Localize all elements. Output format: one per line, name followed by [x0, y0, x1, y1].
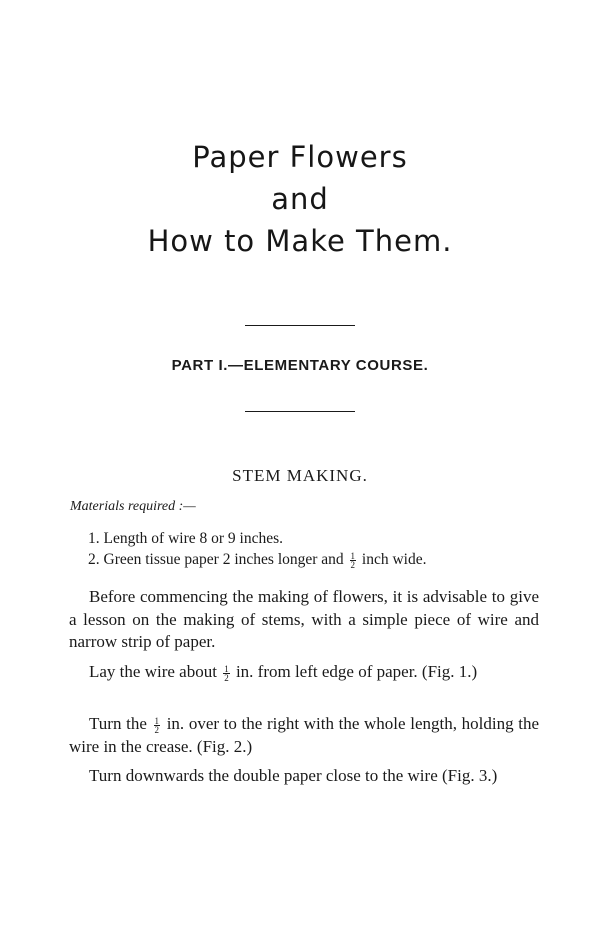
materials-item-2-after: inch wide. [361, 551, 427, 568]
paragraph-2-before: Lay the wire about [89, 662, 217, 681]
title-line-2: and [271, 182, 329, 216]
fraction-half: $\frac{1}{2}$ [350, 550, 356, 570]
paragraph-1: Before commencing the making of flowers, it is advisable to give a lesson on the making of stems, with a simple piece of wire and narrow strip of paper. [69, 587, 539, 651]
paragraph-3-after: in. over to the right with the whole length, holding the wire in the crease. (Fig. 2.) [69, 714, 539, 756]
paragraph-2-after: in. from left edge of paper. (Fig. 1.) [235, 662, 478, 681]
section-heading: STEM MAKING. [232, 466, 368, 485]
part-heading: PART I.—ELEMENTARY COURSE. [171, 357, 429, 374]
materials-item-2 [88, 549, 427, 570]
materials-list [88, 528, 427, 570]
materials-item-1: 1. Length of wire 8 or 9 inches. [88, 530, 283, 547]
paragraph-4: Turn downwards the double paper close to the wire (Fig. 3.) [89, 766, 498, 785]
divider-rule-bottom [245, 411, 355, 412]
fraction-half: $\frac{1}{2}$ [154, 715, 160, 735]
book-title [0, 136, 600, 262]
paragraph-3-before: Turn the [89, 714, 147, 733]
title-line-3: How to Make Them. [147, 224, 453, 258]
fraction-half: $\frac{1}{2}$ [224, 663, 229, 683]
materials-item-2-before: 2. Green tissue paper 2 inches longer and [88, 551, 344, 568]
divider-rule-top [245, 325, 355, 326]
paragraph-3 [69, 713, 539, 758]
materials-label: Materials required :— [70, 499, 196, 514]
title-line-1: Paper Flowers [192, 140, 408, 174]
paragraph-2 [69, 661, 539, 684]
